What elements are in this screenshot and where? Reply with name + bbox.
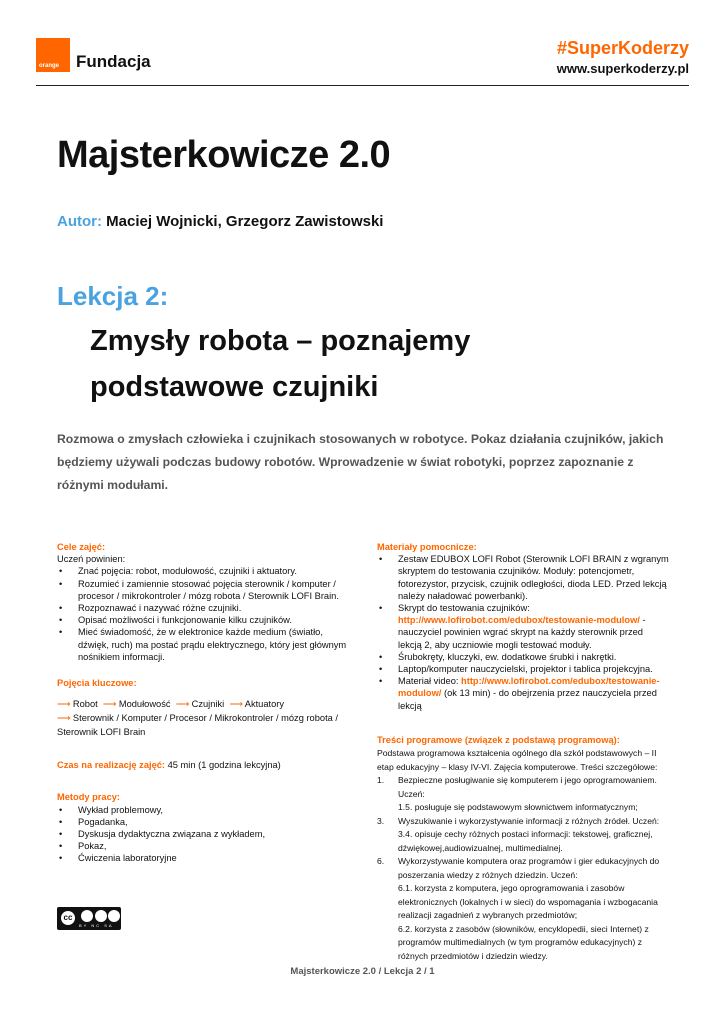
hashtag: #SuperKoderzy: [556, 38, 689, 58]
arrow-icon: ⟶: [57, 699, 71, 710]
program-heading: Treści programowe (związek z podstawą programową):: [377, 734, 620, 745]
arrow-icon: ⟶: [57, 713, 71, 724]
video-link[interactable]: http://www.lofirobot.com/edubox/testowanie-modulow/: [398, 676, 660, 699]
author-label: Autor:: [57, 213, 102, 230]
keyword: Aktuatory: [244, 699, 285, 710]
logo-text: orange: [39, 63, 60, 69]
site-url[interactable]: www.superkoderzy.pl: [556, 61, 689, 76]
list-item: [377, 675, 669, 712]
sub-item: 3.4. opisuje cechy różnych postaci informacji: tekstowej, graficznej, dźwiękowej,audiowizualnej, multimedialnej.: [398, 829, 653, 853]
keywords-heading: Pojęcia kluczowe:: [57, 678, 137, 689]
arrow-icon: ⟶: [229, 699, 243, 710]
list-item: [377, 602, 669, 651]
lesson-label: Lekcja 2:: [57, 281, 169, 311]
page-title: Majsterkowicze 2.0: [57, 134, 391, 176]
list-item: • Mieć świadomość, że w elektronice każde medium (światło, dźwięk, ruch) ma postać prądu elektrycznego, który jest głównym nośnikiem informacji.: [57, 626, 347, 663]
nc-icon: [95, 910, 107, 922]
item-text: Materiał video:: [398, 676, 462, 687]
goals-lead: Uczeń powinien:: [57, 554, 126, 565]
materials-heading: Materiały pomocnicze:: [377, 542, 477, 552]
by-icon: [81, 910, 93, 922]
list-item: • Zestaw EDUBOX LOFI Robot (Sterownik LOFI BRAIN z wgranym skryptem do testowania czujników. Moduły: potencjometr, fotorezystor, przycisk, czujnik odległości, dioda LED. Przed lekcją należy naładować powerbanki).: [377, 553, 669, 602]
keyword: Modułowość: [118, 699, 171, 710]
methods-list: [57, 804, 347, 865]
item-text: Wykorzystywanie komputera oraz programów i gier edukacyjnych do poszerzania wiedzy z różnych dziedzin. Uczeń:: [398, 856, 660, 880]
sub-item: 1.5. posługuje się podstawowym słownictwem informatycznym;: [398, 802, 638, 813]
cc-license-icon: [57, 907, 121, 930]
right-column: [377, 541, 669, 977]
list-item: [377, 815, 669, 856]
list-item: • Opisać możliwości i funkcjonowanie kilku czujników.: [57, 614, 347, 626]
list-item: • Pogadanka,: [57, 816, 347, 828]
item-text: Skrypt do testowania czujników:: [398, 603, 530, 614]
list-item: • Laptop/komputer nauczycielski, projektor i tablica projekcyjna.: [377, 663, 669, 675]
goals-section: [57, 541, 347, 663]
program-lead: Podstawa programowa kształcenia ogólnego dla szkół podstawowych – II etap edukacyjny – klasy IV-VI. Zajęcia komputerowe. Treści szczegółowe:: [377, 748, 658, 772]
author-line: [57, 213, 383, 230]
arrow-icon: ⟶: [175, 699, 190, 710]
sub-item: 6.1. korzysta z komputera, jego oprogramowania i zasobów elektronicznych (lokalnych i w sieci) do wspomagania i wzbogacania realizacji zagadnień z wybranych przedmiotów;: [398, 883, 658, 921]
intro-paragraph: Rozmowa o zmysłach człowieka i czujnikach stosowanych w robotyce. Pokaz działania czujników, jakich będziemy używali podczas budowy robotów. Wprowadzenie w świat robotyki, poprzez zapoznanie z różnymi modułami.: [57, 432, 664, 492]
list-item: [377, 774, 669, 815]
materials-section: [377, 541, 669, 712]
item-text: Wyszukiwanie i wykorzystywanie informacji z różnych źródeł. Uczeń:: [398, 815, 660, 826]
time-section: [57, 759, 347, 771]
list-item: • Rozpoznawać i nazywać różne czujniki.: [57, 602, 347, 614]
program-list: [377, 774, 669, 963]
author-names: Maciej Wojnicki, Grzegorz Zawistowski: [106, 213, 384, 230]
goals-heading: Cele zajęć:: [57, 542, 106, 552]
left-column: [57, 541, 347, 879]
time-value: 45 min (1 godzina lekcyjna): [167, 760, 281, 771]
list-item: • Śrubokręty, kluczyki, ew. dodatkowe śrubki i nakrętki.: [377, 651, 669, 663]
list-item: • Rozumieć i zamiennie stosować pojęcia sterownik / komputer / procesor / mikrokontroler / mózg robota / Sterownik LOFI Brain.: [57, 578, 347, 602]
keywords-section: [57, 677, 347, 739]
methods-heading: Metody pracy:: [57, 792, 121, 803]
item-rest: (ok 13 min) - do obejrzenia przez nauczyciela przed lekcją: [398, 688, 657, 711]
keywords-list: [57, 697, 347, 739]
script-link[interactable]: http://www.lofirobot.com/edubox/testowanie-modulow/: [398, 615, 640, 626]
item-number: 1.: [377, 775, 385, 786]
item-number: 3.: [377, 815, 385, 826]
keyword: Czujniki: [191, 699, 225, 710]
sub-item: 6.2. korzysta z zasobów (słowników, encyklopedii, sieci Internet) z programów multimedialnych (w tym programów edukacyjnych) z różnych przedmiotów i dziedzin wiedzy.: [398, 923, 649, 961]
list-item: • Ćwiczenia laboratoryjne: [57, 852, 347, 864]
item-text: Bezpieczne posługiwanie się komputerem i jego oprogramowaniem. Uczeń:: [398, 775, 657, 799]
materials-list: [377, 553, 669, 712]
list-item: • Dyskusja dydaktyczna związana z wykładem,: [57, 828, 347, 840]
orange-logo: [36, 38, 70, 72]
list-item: • Pokaz,: [57, 840, 347, 852]
program-section: [377, 734, 669, 964]
item-rest: - nauczyciel powinien wgrać skrypt na każdy sterownik przed lekcją 2, aby uczniowie mogli testować moduły.: [398, 615, 646, 650]
cc-icon: cc: [59, 909, 77, 927]
arrow-icon: ⟶: [102, 699, 117, 710]
sa-icon: [108, 910, 120, 922]
keyword: Sterownik / Komputer / Procesor / Mikrokontroler / mózg robota / Sterownik LOFI Brain: [57, 713, 338, 738]
keyword: Robot: [72, 699, 98, 710]
lesson-subtitle: Zmysły robota – poznajemy podstawowe czujniki: [90, 325, 471, 403]
list-item: • Znać pojęcia: robot, modułowość, czujniki i aktuatory.: [57, 565, 347, 577]
page-header: [36, 32, 689, 86]
item-number: 6.: [377, 856, 385, 867]
page-footer: Majsterkowicze 2.0 / Lekcja 2 / 1: [290, 966, 435, 977]
methods-section: [57, 791, 347, 864]
list-item: • Wykład problemowy,: [57, 804, 347, 816]
license-labels: BY NC SA: [79, 923, 114, 928]
list-item: [377, 855, 669, 963]
brand-name: Fundacja: [76, 52, 151, 71]
goals-list: [57, 565, 347, 663]
time-heading: Czas na realizację zajęć:: [57, 760, 166, 771]
